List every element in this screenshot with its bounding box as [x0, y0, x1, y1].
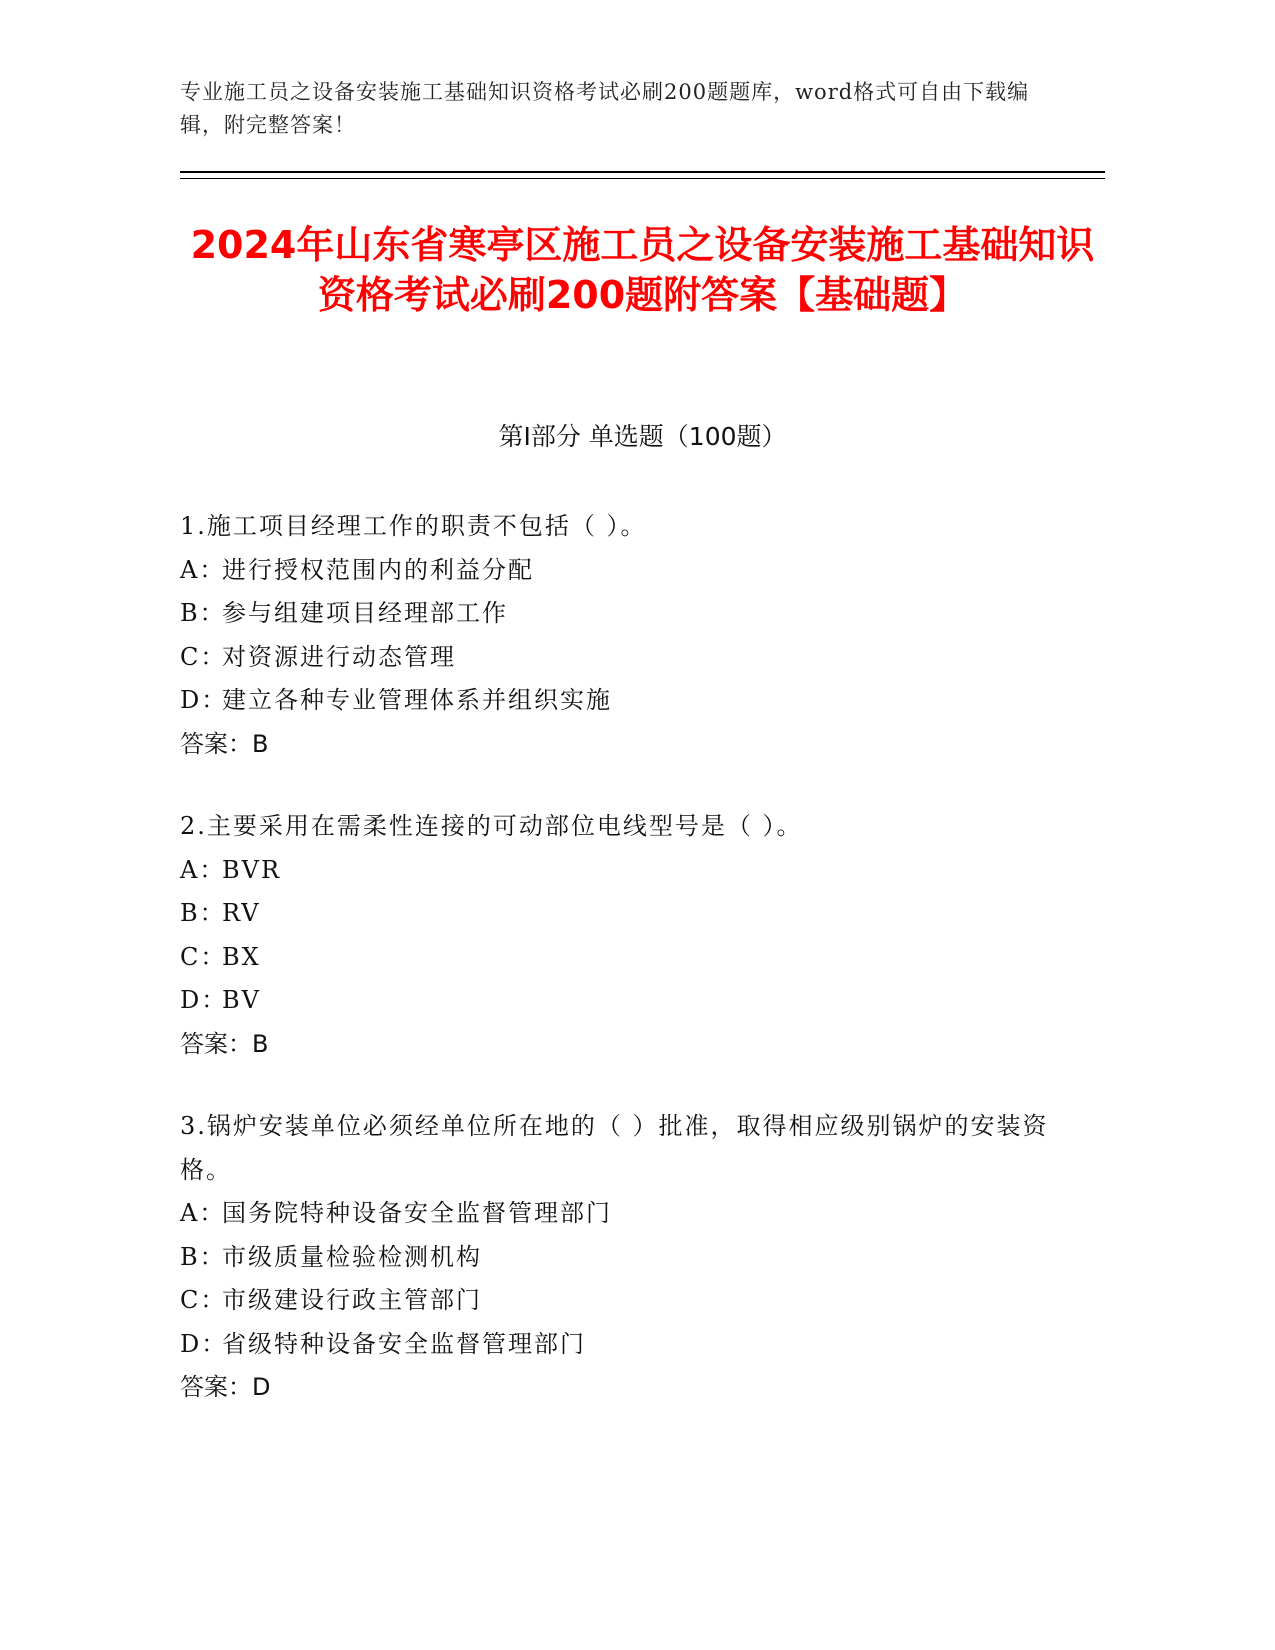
option-d: [180, 979, 1060, 1023]
option-text: 建立各种专业管理体系并组织实施: [222, 686, 612, 714]
option-text: BX: [222, 942, 261, 971]
option-text: RV: [222, 899, 261, 927]
answer-line: 答案：B: [180, 1029, 269, 1058]
question-stem: 1.施工项目经理工作的职责不包括（ ）。: [180, 512, 647, 540]
question-3: [180, 1105, 1060, 1410]
question-list: [180, 505, 1060, 1449]
header-rule-thin: [180, 178, 1105, 179]
option-a: [180, 849, 1060, 893]
option-letter: A：: [180, 855, 226, 884]
option-d: [180, 1323, 1060, 1367]
question-2: [180, 805, 1060, 1066]
option-text: 市级质量检验检测机构: [222, 1242, 482, 1271]
option-d: [180, 679, 1060, 723]
question-stem: 2.主要采用在需柔性连接的可动部位电线型号是（ ）。: [180, 812, 803, 840]
option-letter: B：: [180, 599, 226, 627]
option-a: [180, 549, 1060, 593]
option-text: 市级建设行政主管部门: [222, 1286, 482, 1314]
option-text: 对资源进行动态管理: [222, 642, 456, 671]
option-text: BV: [222, 986, 261, 1014]
option-c: [180, 1279, 1060, 1323]
option-b: [180, 592, 1060, 636]
option-b: [180, 892, 1060, 936]
option-letter: A：: [180, 555, 226, 584]
option-letter: C：: [180, 642, 227, 671]
option-letter: B：: [180, 1242, 226, 1271]
option-letter: D：: [180, 1329, 228, 1358]
option-text: 国务院特种设备安全监督管理部门: [222, 1199, 612, 1227]
option-letter: D：: [180, 986, 228, 1014]
option-letter: C：: [180, 942, 227, 971]
option-letter: D：: [180, 686, 228, 714]
answer-line: 答案：D: [180, 1373, 271, 1401]
header-rule-thick: [180, 171, 1105, 173]
option-text: 参与组建项目经理部工作: [222, 599, 508, 627]
option-letter: B：: [180, 899, 226, 927]
document-title: 2024年山东省寒亭区施工员之设备安装施工基础知识资格考试必刷200题附答案【基础题】: [190, 223, 1095, 317]
option-c: [180, 636, 1060, 680]
intro-text: 专业施工员之设备安装施工基础知识资格考试必刷200题题库，word格式可自由下载编辑，附完整答案！: [180, 80, 1030, 137]
option-letter: C：: [180, 1286, 227, 1314]
answer-line: 答案：B: [180, 729, 269, 758]
option-letter: A：: [180, 1199, 226, 1227]
option-b: [180, 1236, 1060, 1280]
option-a: [180, 1192, 1060, 1236]
option-text: 进行授权范围内的利益分配: [222, 555, 534, 584]
question-stem: 3.锅炉安装单位必须经单位所在地的（ ）批准，取得相应级别锅炉的安装资格。: [180, 1112, 1049, 1184]
question-1: [180, 505, 1060, 766]
option-c: [180, 936, 1060, 980]
section-heading: 第I部分 单选题（100题）: [498, 422, 787, 451]
option-text: 省级特种设备安全监督管理部门: [222, 1329, 586, 1358]
option-text: BVR: [222, 855, 282, 884]
